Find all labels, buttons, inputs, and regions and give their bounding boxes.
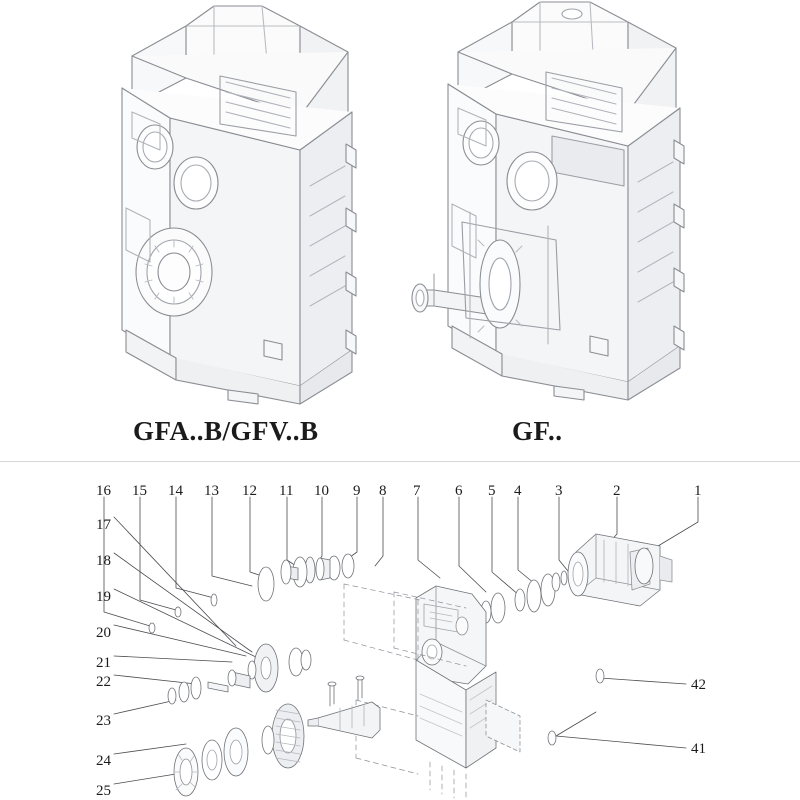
callout-19: 19 [96, 589, 111, 605]
callout-22: 22 [96, 674, 111, 690]
callout-41: 41 [691, 741, 706, 757]
callout-1: 1 [694, 483, 702, 499]
callout-5: 5 [488, 483, 496, 499]
exploded-diagram-panel [0, 462, 800, 800]
callout-15: 15 [132, 483, 147, 499]
callout-14: 14 [168, 483, 183, 499]
callout-8: 8 [379, 483, 387, 499]
callout-25: 25 [96, 783, 111, 799]
gearbox-left-drawing [122, 6, 356, 404]
callout-23: 23 [96, 713, 111, 729]
callout-24: 24 [96, 753, 111, 769]
callout-18: 18 [96, 553, 111, 569]
caption-left: GFA..B/GFV..B [133, 416, 319, 446]
caption-right: GF.. [512, 416, 563, 446]
callout-13: 13 [204, 483, 219, 499]
callout-2: 2 [613, 483, 621, 499]
callout-10: 10 [314, 483, 329, 499]
callout-11: 11 [279, 483, 294, 499]
callout-12: 12 [242, 483, 257, 499]
callout-20: 20 [96, 625, 111, 641]
callout-42: 42 [691, 677, 706, 693]
callout-16: 16 [96, 483, 111, 499]
callout-4: 4 [514, 483, 522, 499]
callout-17: 17 [96, 517, 111, 533]
callout-7: 7 [413, 483, 421, 499]
callout-3: 3 [555, 483, 563, 499]
callout-6: 6 [455, 483, 463, 499]
callout-9: 9 [353, 483, 361, 499]
gearbox-right-drawing [412, 2, 684, 400]
callout-21: 21 [96, 655, 111, 671]
